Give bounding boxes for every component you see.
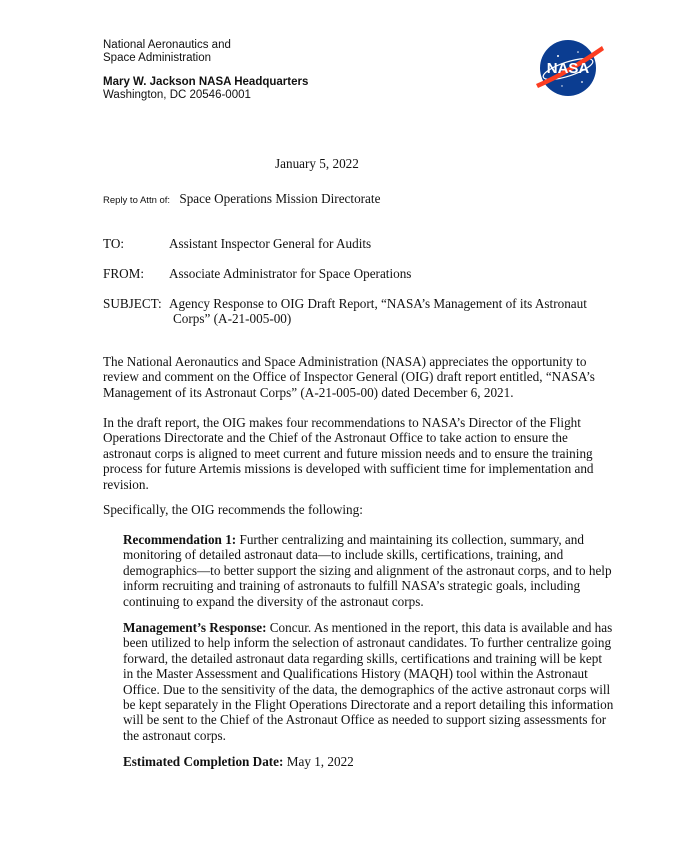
office-address: Washington, DC 20546-0001 <box>103 89 251 101</box>
subject-label: SUBJECT: <box>103 296 162 311</box>
letterhead-address <box>103 76 308 102</box>
reply-label: Reply to Attn of: <box>103 195 171 206</box>
subject-value-1: Agency Response to OIG Draft Report, “NASA’s Management of its Astronaut <box>169 296 587 311</box>
org-line-2: Space Administration <box>103 52 212 64</box>
reply-value: Space Operations Mission Directorate <box>179 191 381 206</box>
office-name: Mary W. Jackson NASA Headquarters <box>103 76 309 88</box>
from-label: FROM: <box>103 266 145 281</box>
estimated-completion-date: May 1, 2022 <box>283 754 354 769</box>
org-line-1: National Aeronautics and <box>103 39 231 51</box>
reply-line <box>103 191 380 207</box>
logo-text: NASA <box>546 60 590 77</box>
intro-paragraph: The National Aeronautics and Space Administration (NASA) appreciates the opportunity to review and comment on the Office of Inspector General (OIG) draft report entitled, “NASA’s Management of its Astronaut Corps” (A-21-005-00) dated December 6, 2021. <box>103 354 595 400</box>
management-response-text: Concur. As mentioned in the report, this data is available and has been utilized to help inform the selection of astronaut candidates. To further centralize going forward, the detailed astronaut data regarding skills, certifications and training will be kept in the Master Assessment and Qualifications History (MAQH) tool within the Astronaut Office. Due to the sensitivity of the data, the demographics of the active astronaut corps will be kept separately in the Flight Operations Directorate and a report detailing this information will be sent to the Chief of the Astronaut Office as needed to support sizing assessments for the astronaut corps. <box>123 620 614 743</box>
recommendation-1-text: Further centralizing and maintaining its collection, summary, and monitoring of detailed astronaut data—to include skills, certifications, training, and demographics—to better support the sizing and alignment of the astronaut corps, and to help inform recruiting and training of astronauts to fulfill NASA’s strategic goals, including continuing to expand the diversity of the astronaut corps. <box>123 532 612 609</box>
from-value: Associate Administrator for Space Operations <box>169 266 412 281</box>
recommendation-1-label: Recommendation 1: <box>123 532 237 547</box>
subject-value-2: Corps” (A-21-005-00) <box>173 311 292 326</box>
to-line <box>103 236 371 251</box>
subject-line <box>103 296 587 311</box>
estimated-completion <box>123 754 615 769</box>
letterhead-org <box>103 39 231 65</box>
estimated-completion-label: Estimated Completion Date: <box>123 754 284 769</box>
management-response-label: Management’s Response: <box>123 620 267 635</box>
from-line <box>103 266 411 281</box>
draft-report-paragraph: In the draft report, the OIG makes four recommendations to NASA’s Director of the Flight Operations Directorate and the Chief of the Astronaut Office to take action to ensure the astronaut corps is aligned to meet current and future mission needs and to ensure the training process for future Artemis missions is developed with sufficient time for implementation and revision. <box>103 415 594 492</box>
nasa-logo <box>530 38 606 98</box>
recommendation-1 <box>123 532 615 609</box>
to-label: TO: <box>103 236 125 251</box>
recommends-paragraph: Specifically, the OIG recommends the following: <box>103 502 363 517</box>
to-value: Assistant Inspector General for Audits <box>169 236 372 251</box>
letter-date: January 5, 2022 <box>275 156 359 171</box>
management-response <box>123 620 615 743</box>
